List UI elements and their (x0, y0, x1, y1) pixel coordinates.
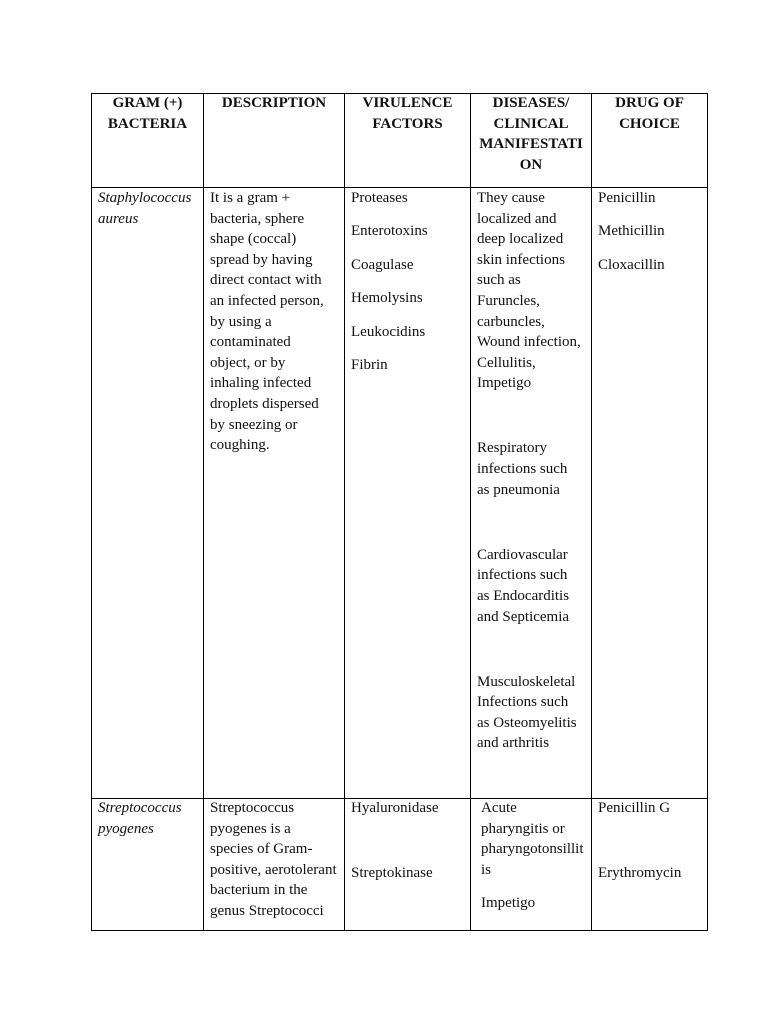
cell-diseases (471, 799, 592, 931)
description-line: species of Gram- (210, 841, 313, 858)
header-diseases (471, 94, 592, 188)
description-line: droplets dispersed (210, 395, 319, 412)
drug-item: Penicillin G (598, 800, 671, 816)
header-drug-of-choice (592, 94, 708, 188)
disease-line: carbuncles, (477, 313, 545, 330)
drug-item: Erythromycin (598, 865, 682, 882)
disease-line: Infections such (477, 694, 569, 711)
description-line: object, or by (210, 354, 286, 371)
header-line: ON (519, 156, 543, 173)
cell-virulence-factors (345, 799, 471, 931)
disease-paragraph (477, 438, 586, 500)
description-line: pyogenes is a (210, 820, 291, 837)
header-line: DRUG OF (615, 95, 684, 111)
virulence-factor: Fibrin (351, 356, 388, 373)
disease-line: Respiratory (477, 440, 547, 457)
description-line: inhaling infected (210, 375, 312, 392)
disease-line: Impetigo (477, 375, 532, 392)
cell-diseases (471, 188, 592, 799)
header-line: VIRULENCE (362, 95, 453, 111)
disease-paragraph (481, 798, 586, 880)
virulence-factor: Enterotoxins (351, 223, 428, 240)
disease-line: Cardiovascular (477, 546, 568, 563)
header-line: GRAM (+) (112, 95, 183, 111)
table-row (92, 188, 708, 799)
disease-line: Musculoskeletal (477, 673, 576, 690)
virulence-factor: Hemolysins (351, 290, 423, 307)
cell-bacteria-name (92, 799, 204, 931)
description-line: It is a gram + (210, 190, 291, 206)
header-bacteria (92, 94, 204, 188)
disease-line: as Osteomyelitis (477, 714, 577, 731)
disease-line: They cause (477, 190, 545, 206)
header-virulence-factors (345, 94, 471, 188)
header-line: MANIFESTATI (479, 136, 583, 153)
disease-paragraph (477, 545, 586, 627)
drug-item: Cloxacillin (598, 256, 665, 273)
virulence-factor: Coagulase (351, 256, 414, 273)
description-line: coughing. (210, 437, 270, 454)
header-line: CHOICE (619, 115, 680, 132)
cell-drugs (592, 188, 708, 799)
species-name-line: Streptococcus (98, 800, 182, 816)
cell-drugs (592, 799, 708, 931)
disease-line: Impetigo (481, 895, 536, 912)
disease-line: localized and (477, 210, 557, 227)
virulence-factor: Proteases (351, 190, 408, 206)
header-line: BACTERIA (107, 115, 188, 132)
description-line: positive, aerotolerant (210, 861, 337, 878)
virulence-factor: Hyaluronidase (351, 800, 439, 816)
disease-line: and arthritis (477, 735, 550, 752)
species-name-line: Staphylococcus (98, 190, 192, 206)
disease-line: infections such (477, 567, 568, 584)
description-line: bacteria, sphere (210, 210, 305, 227)
disease-line: and Septicemia (477, 608, 570, 625)
drug-item: Methicillin (598, 223, 665, 240)
disease-line: pharyngitis or (481, 820, 565, 837)
description-line: an infected person, (210, 292, 324, 309)
gram-positive-bacteria-table (91, 93, 708, 931)
disease-line: Wound infection, (477, 334, 581, 351)
disease-paragraph (477, 672, 586, 754)
header-line: DESCRIPTION (221, 95, 327, 111)
description-line: bacterium in the (210, 882, 308, 899)
header-line: DISEASES/ (492, 95, 570, 111)
virulence-factor: Streptokinase (351, 865, 433, 882)
disease-paragraph (477, 188, 586, 394)
cell-virulence-factors (345, 188, 471, 799)
cell-description (204, 799, 345, 931)
description-line: by using a (210, 313, 272, 330)
disease-line: Acute (481, 800, 517, 816)
header-line: FACTORS (372, 115, 443, 132)
table-row (92, 799, 708, 931)
disease-line: infections such (477, 461, 568, 478)
disease-line: such as (477, 272, 521, 289)
disease-line: is (481, 861, 492, 878)
description-line: contaminated (210, 334, 291, 351)
disease-paragraph (481, 893, 586, 914)
cell-description (204, 188, 345, 799)
disease-line: deep localized (477, 231, 564, 248)
description-line: direct contact with (210, 272, 322, 289)
description-line: genus Streptococci (210, 902, 324, 919)
header-row (92, 94, 708, 188)
description-line: by sneezing or (210, 416, 298, 433)
virulence-factor: Leukocidins (351, 323, 426, 340)
species-name-line: pyogenes (98, 820, 154, 837)
drug-item: Penicillin (598, 190, 656, 206)
disease-line: as Endocarditis (477, 587, 570, 604)
header-line: CLINICAL (493, 115, 569, 132)
disease-line: Furuncles, (477, 292, 540, 309)
cell-bacteria-name (92, 188, 204, 799)
disease-line: as pneumonia (477, 481, 560, 498)
description-line: spread by having (210, 251, 313, 268)
description-line: shape (coccal) (210, 231, 297, 248)
disease-line: pharyngotonsillit (481, 841, 584, 858)
description-line: Streptococcus (210, 800, 295, 816)
disease-line: skin infections (477, 251, 565, 268)
species-name-line: aureus (98, 210, 139, 227)
header-description (204, 94, 345, 188)
disease-line: Cellulitis, (477, 354, 536, 371)
